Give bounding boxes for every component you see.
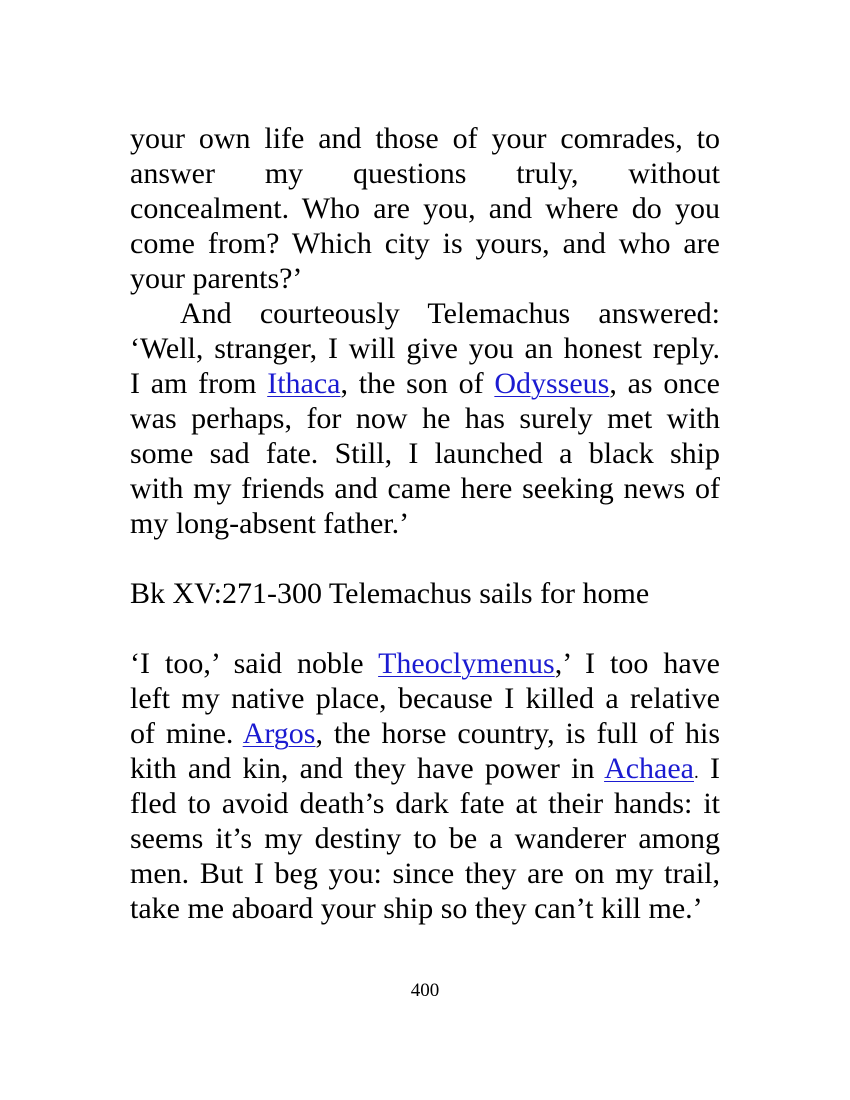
text-line: take me aboard your ship so they can’t kill me.’ <box>130 892 703 925</box>
text-line: seems it’s my destiny to be a wanderer among <box>130 822 720 855</box>
text-span: . <box>694 762 699 783</box>
text-span: I am from <box>130 367 268 400</box>
link-ithaca[interactable]: Ithaca <box>267 367 341 400</box>
page-number: 400 <box>410 980 440 1001</box>
text-span: ‘I too,’ said noble <box>130 647 379 680</box>
text-line: answer my questions truly, without <box>130 157 720 190</box>
link-theoclymenus[interactable]: Theoclymenus <box>378 647 555 680</box>
text-line <box>130 646 720 681</box>
text-line: come from? Which city is yours, and who are <box>130 227 720 260</box>
text-line: your own life and those of your comrades, to <box>130 122 720 155</box>
text-line: left my native place, because I killed a relative <box>130 682 720 715</box>
text-line: fled to avoid death’s dark fate at their hands: it <box>130 787 720 820</box>
text-line: men. But I beg you: since they are on my trail, <box>130 857 720 890</box>
text-line: ‘Well, stranger, I will give you an honest reply. <box>130 332 720 365</box>
text-span: , the son of <box>340 367 495 400</box>
text-line: And courteously Telemachus answered: <box>180 297 720 330</box>
text-span: , the horse country, is full of his <box>315 717 720 750</box>
link-achaea[interactable]: Achaea <box>604 752 694 785</box>
text-line: with my friends and came here seeking news of <box>130 472 720 505</box>
link-odysseus[interactable]: Odysseus <box>494 367 610 400</box>
link-argos[interactable]: Argos <box>242 717 316 750</box>
paragraph <box>130 121 720 296</box>
page-body <box>130 121 720 926</box>
text-line: some sad fate. Still, I launched a black ship <box>130 437 720 470</box>
text-line: concealment. Who are you, and where do you <box>130 192 720 225</box>
text-span: of mine. <box>130 717 243 750</box>
text-line: your parents?’ <box>130 262 303 295</box>
text-line <box>130 751 720 786</box>
spacer <box>130 611 720 646</box>
text-span: ,’ I too have <box>554 647 720 680</box>
text-span: I <box>698 752 720 785</box>
section-heading: Bk XV:271-300 Telemachus sails for home <box>130 577 650 610</box>
text-line: was perhaps, for now he has surely met with <box>130 402 720 435</box>
text-line <box>130 716 720 751</box>
text-span: kith and kin, and they have power in <box>130 752 605 785</box>
paragraph <box>130 646 720 926</box>
text-line <box>130 366 720 401</box>
text-line: my long-absent father.’ <box>130 507 410 540</box>
paragraph <box>130 296 720 541</box>
spacer <box>130 541 720 576</box>
text-span: , as once <box>609 367 720 400</box>
